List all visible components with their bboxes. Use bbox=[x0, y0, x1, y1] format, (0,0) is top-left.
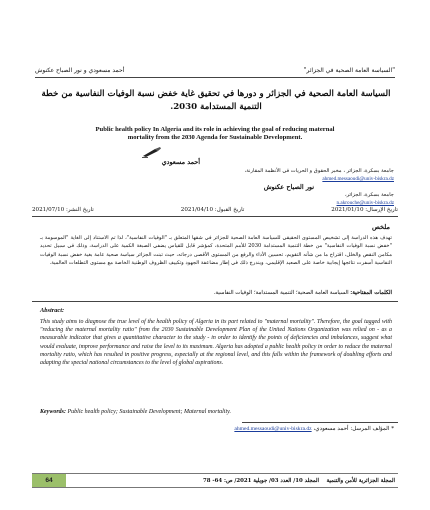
keywords-english-value: Public health policy; Sustainable Development; Maternal mortality. bbox=[66, 409, 231, 415]
author-2-affiliation: جامعة بسكرة، الجزائر، bbox=[345, 192, 394, 198]
footnote-email[interactable]: ahmed.messaoudi@univ-biskra.dz bbox=[234, 426, 312, 432]
footnote-divider bbox=[242, 422, 398, 423]
page-number: 64 bbox=[32, 474, 66, 487]
date-published: تاريخ النشر: 2021/07/10 bbox=[32, 207, 94, 213]
author-1-name: أحمد مسعودي bbox=[161, 158, 200, 166]
footer-journal-info bbox=[66, 478, 398, 484]
author-2-email[interactable]: n.akrouche@univ-biskra.dz bbox=[336, 200, 394, 206]
article-dates bbox=[32, 207, 398, 213]
keywords-arabic bbox=[40, 290, 392, 296]
header-author-names: أحمد مسعودي و نور الصباح عكنوش bbox=[35, 67, 125, 74]
running-header bbox=[35, 67, 395, 74]
footer-issue-info: المجلد 10/ العدد 03/ جويلية 2021/ ص: 64- 78 bbox=[202, 477, 319, 484]
author-affiliations bbox=[34, 167, 394, 207]
keywords-arabic-label: الكلمات المفتاحية: bbox=[350, 290, 392, 296]
header-divider bbox=[35, 77, 395, 78]
date-sent: تاريخ الإرسال: 2021/01/10 bbox=[331, 207, 398, 213]
author-1-affiliation: جامعة بسكرة، الجزائر ، مخبر الحقوق و الحريات في الأنظمة المقارنة، bbox=[244, 168, 394, 174]
abstract-english-body: This study aims to diagnose the true level of the health policy of Algeria in its part related to "maternal mortality". Therefore, the goal tagged with "reducing the maternal mortality ratio" from the 2030 Sustainable Development Plan of the United Nations Organization was relied on - as a measurable indicator that gives a quantitative character to the study - in order to identify the points of deficiencies and imbalances, suggest what would evaluate, improve performance and raise the level to its maximum. Algeria has adopted a public health policy in order to reduce the maternal mortality ratio, which has resulted in positive progress, especially at the regional level, and this falls within the framework of doubling efforts and adapting the special national circumstances to the level of global aspirations. bbox=[40, 319, 392, 367]
dates-divider bbox=[32, 216, 398, 217]
footnote-marker: * bbox=[391, 426, 394, 432]
keywords-english-label: Keywords: bbox=[40, 409, 66, 415]
date-accepted: تاريخ القبول: 2021/04/10 bbox=[180, 207, 245, 213]
footer-journal-name: المجلة الجزائرية للأمن والتنمية bbox=[326, 477, 395, 484]
abstract-arabic-heading: ملخص bbox=[371, 223, 390, 231]
keywords-arabic-value: السياسة العامة الصحية؛ التنمية المستدامة؛ الوفيات النفاسية. bbox=[213, 290, 349, 296]
keywords-divider bbox=[32, 301, 398, 302]
title-english: Public health policy In Algeria and its role in achieving the goal of reducing maternal mortality from the 2030 Agenda for Sustainable Development. bbox=[95, 126, 335, 141]
page-footer bbox=[32, 473, 398, 488]
pen-icon bbox=[141, 146, 163, 158]
corresponding-author-footnote bbox=[230, 426, 394, 432]
abstract-arabic-body: تهدف هذه الدراسة إلى تشخيص المستوى الحقيقي للسياسة العامة الصحية للجزائر في شقها المتعلق بـ "الوفيات النفاسية"، لذا تم الاستناد إلى الغاية "الموسومة بـ "خفض نسبة الوفيات النفاسية" من خطة التنمية المستدامة 2030 للأمم المتحدة، كمؤشر قابل للقياس يضفي الصبغة الكمية على الدراسة، وذلك في سبيل تحديد مكامن النقص والخلل، اقتراح ما من شأنه التقويم، تحسين الأداء والرفع من المستوى الأقصى درجاته، حيث تبنت الجزائر سياسة صحية عامة بغية خفض نسبة الوفيات النفاسية أسفرت نتائجها إيجابية خاصة على الصعيد الإقليمي، ويندرج ذلك في إطار مضاعفة الجهود وتكييف الظروف الوطنية الخاصة مع مستوى التطلعات العالمية. bbox=[40, 235, 393, 267]
author-1-email[interactable]: ahmed.messaoudi@univ-biskra.dz bbox=[322, 176, 394, 182]
author-2-name: نور الصباح عكنوش bbox=[263, 183, 314, 191]
title-arabic: السياسة العامة الصحية في الجزائر و دورها في تحقيق غاية خفض نسبة الوفيات النفاسية من خطة التنمية المستدامة 2030. bbox=[41, 89, 391, 112]
keywords-english bbox=[40, 409, 390, 415]
header-article-title: "السياسة العامة الصحية في الجزائر" bbox=[303, 67, 395, 74]
abstract-english-heading: Abstract: bbox=[40, 307, 65, 314]
footnote-label: المؤلف المرسل: أحمد مسعودي، bbox=[313, 426, 390, 432]
